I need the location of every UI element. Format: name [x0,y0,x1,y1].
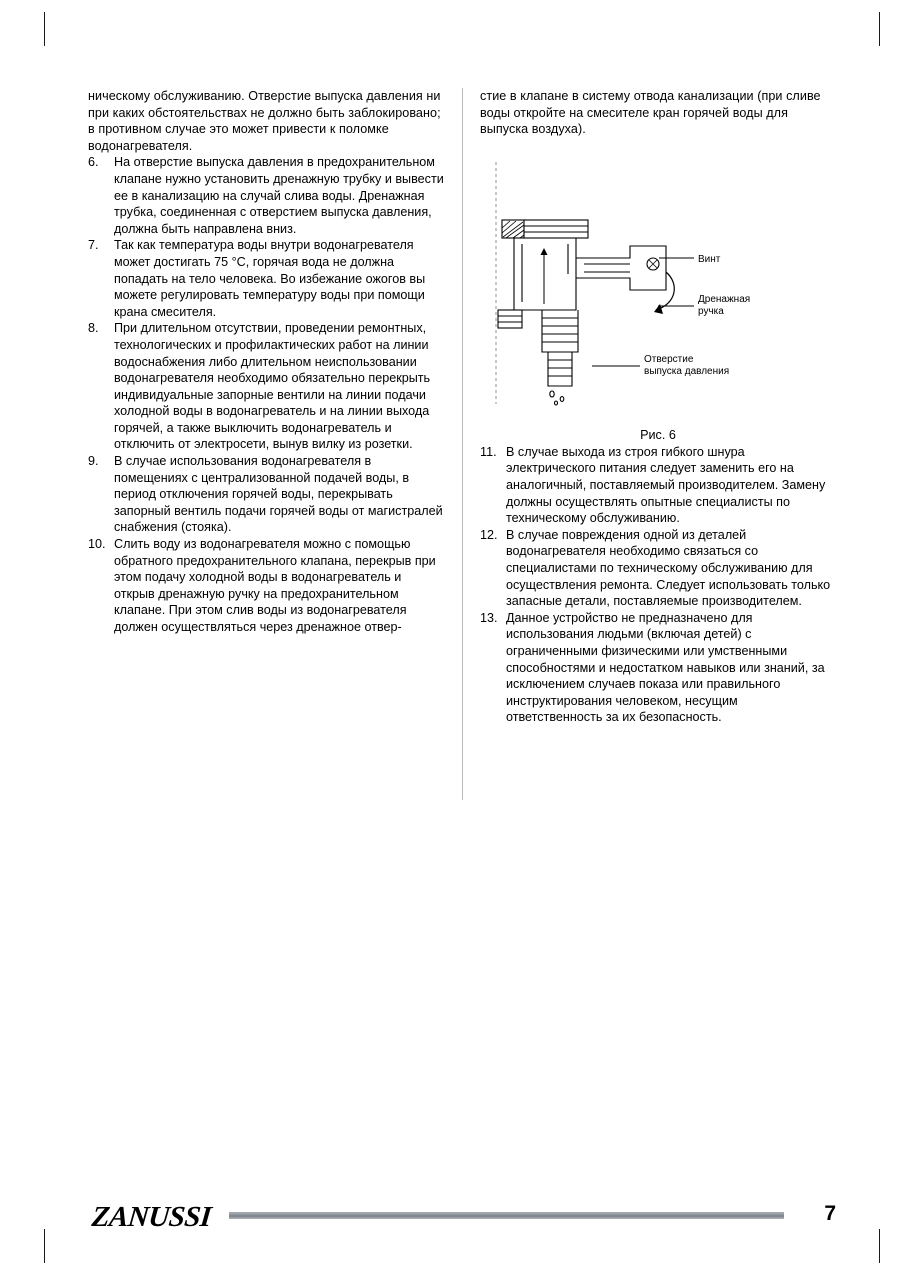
list-item-number: 12. [480,527,498,542]
brand-logo-text: ZANUSSI [90,1201,213,1233]
list-item [480,527,836,610]
page-footer [88,1198,836,1232]
list-item-text: Данное устройство не предназначено для использования людьми (включая детей) с ограниченными физическими или умственными способностями и недостатком навыков или знаний, за исключением случаев показа или правильного инструктирования человеком, несущим ответственность за их безопасность. [506,610,825,725]
figure-label-pressure-outlet-2: выпуска давления [644,365,730,377]
left-numbered-list [88,154,444,635]
list-item-text: При длительном отсутствии, проведении ремонтных, технологических и профилактических работ на линии водоснабжения либо длительном неиспользовании водонагревателя необходимо обязательно перекрыть индивидуальные запорные вентили на линии подачи холодной воды в водонагреватель и на линии выхода горячей, а также выключить водонагреватель и отключить от электросети, вынув вилку из розетки. [114,321,431,452]
crop-mark-top-right [879,12,880,46]
right-numbered-list [480,444,836,726]
list-item-number: 11. [480,444,497,459]
text-columns [88,88,836,726]
figure-label-drain-handle-1: Дренажная [698,293,751,305]
list-item [88,320,444,453]
crop-mark-bottom-right [879,1229,880,1263]
left-column [88,88,444,726]
list-item-number: 13. [480,610,498,625]
list-item-text: В случае выхода из строя гибкого шнура электрического питания следует заменить его на аналогичный, поставляемый производителем. Замену должны осуществлять опытные специалисты по техническому обслуживанию. [506,444,826,526]
right-intro-paragraph: стие в клапане в систему отвода канализации (при сливе воды откройте на смесителе кран горячей воды для выпуска воздуха). [480,89,821,137]
left-intro-paragraph: ническому обслуживанию. Отверстие выпуска давления ни при каких обстоятельствах не должно быть заблокировано; в противном случае это может привести к поломке водонагревателя. [88,89,441,153]
list-item [480,444,836,527]
right-column [480,88,836,726]
list-item-text: Так как температура воды внутри водонагревателя может достигать 75 °C, горячая вода не должна попадать на тело человека. Во избежание ожогов вы можете регулировать температуру воды при помощи крана смесителя. [114,238,426,319]
page-number: 7 [824,1202,836,1225]
list-item [88,453,444,536]
list-item-text: Слить воду из водонагревателя можно с помощью обратного предохранительного клапана, перекрыв при этом подачу холодной воды в водонагреватель и открыв дренажную ручку на предохранительном клапане. При этом слив воды из водонагревателя должен осуществляться через дренажное отвер- [114,537,436,634]
list-item-number: 10. [88,537,106,552]
list-item-text: На отверстие выпуска давления в предохранительном клапане нужно установить дренажную трубку и вывести ее в канализацию на случай слива воды. Дренажная трубка, соединенная с отверстием выпуска давления, должна быть направлена вниз. [114,155,444,236]
footer-rule [229,1212,784,1219]
list-item-number: 9. [88,454,99,469]
figure-caption: Рис. 6 [640,427,676,442]
list-item-number: 7. [88,238,99,253]
list-item [480,610,836,726]
list-item [88,536,444,636]
brand-logo [88,1200,215,1235]
list-item-number: 8. [88,321,99,336]
list-item-number: 6. [88,155,99,170]
figure-label-pressure-outlet-1: Отверстие [644,353,694,365]
figure-label-screw: Винт [698,253,721,265]
list-item [88,237,444,320]
list-item-text: В случае использования водонагревателя в помещениях с централизованной подачей воды, в период отключения горячей воды, перекрывать запорный вентиль подачи горячей воды от магистралей снабжения (стояка). [114,454,443,535]
list-item [88,154,444,237]
figure-label-drain-handle-2: ручка [698,305,724,317]
list-item-text: В случае повреждения одной из деталей водонагревателя необходимо связаться со специалистами по техническому обслуживанию для осуществления ремонта. Следует использовать только запасные детали, поставляемые производителем. [506,527,831,609]
crop-mark-bottom-left [44,1229,45,1263]
crop-mark-top-left [44,12,45,46]
safety-valve-diagram [480,154,836,426]
figure-6 [480,154,836,444]
